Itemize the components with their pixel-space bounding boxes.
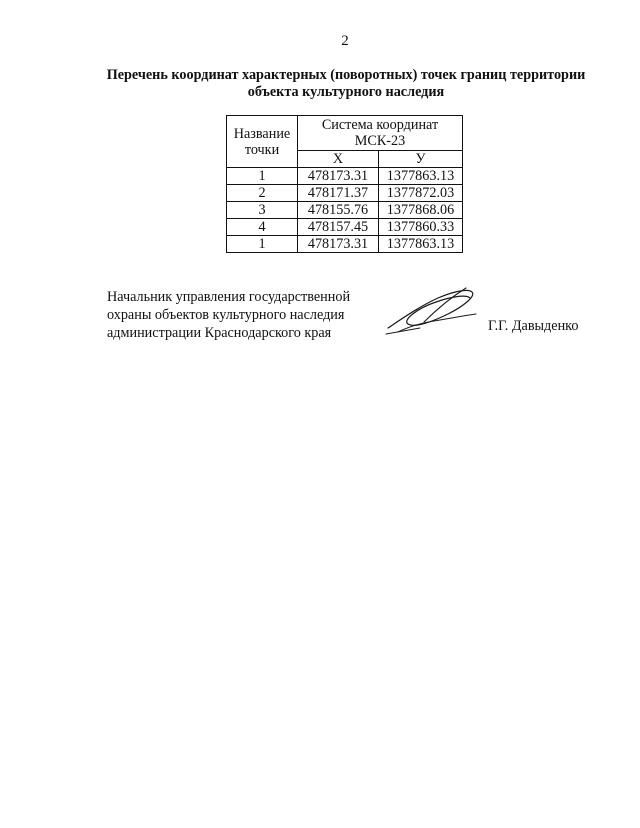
coordinate-system-header-line-2: МСК-23 [354, 133, 406, 149]
x-cell: 478171.37 [298, 185, 379, 202]
point-cell: 3 [227, 202, 298, 219]
signatory-name: Г.Г. Давыденко [488, 318, 579, 334]
x-column-header: X [298, 151, 379, 168]
coordinate-system-header [298, 116, 463, 151]
signatory-position [107, 288, 350, 342]
y-cell: 1377863.13 [379, 236, 463, 253]
document-title [96, 67, 596, 101]
point-name-header-line-1: Название [233, 125, 291, 142]
document-title-line-1: Перечень координат характерных (поворотных) точек границ территории [106, 67, 586, 83]
x-cell: 478173.31 [298, 168, 379, 185]
y-cell: 1377860.33 [379, 219, 463, 236]
table-row [227, 236, 463, 253]
y-column-header: У [379, 151, 463, 168]
coordinate-system-header-line-1: Система координат [321, 117, 439, 133]
point-name-header-line-2: точки [244, 141, 280, 158]
point-cell: 2 [227, 185, 298, 202]
y-cell: 1377872.03 [379, 185, 463, 202]
point-cell: 1 [227, 168, 298, 185]
coordinates-table [226, 115, 463, 253]
document-title-line-2: объекта культурного наследия [247, 84, 445, 100]
x-cell: 478173.31 [298, 236, 379, 253]
point-cell: 1 [227, 236, 298, 253]
x-cell: 478157.45 [298, 219, 379, 236]
table-row [227, 219, 463, 236]
y-cell: 1377868.06 [379, 202, 463, 219]
signatory-position-line-1: Начальник управления государственной [107, 289, 351, 305]
table-row [227, 168, 463, 185]
table-row [227, 202, 463, 219]
signatory-position-line-2: охраны объектов культурного наследия [107, 307, 345, 323]
page-number: 2 [341, 33, 349, 49]
signatory-position-line-3: администрации Краснодарского края [107, 325, 332, 341]
table-row [227, 185, 463, 202]
handwritten-signature [380, 284, 490, 340]
y-cell: 1377863.13 [379, 168, 463, 185]
point-name-header [227, 116, 298, 168]
point-cell: 4 [227, 219, 298, 236]
x-cell: 478155.76 [298, 202, 379, 219]
